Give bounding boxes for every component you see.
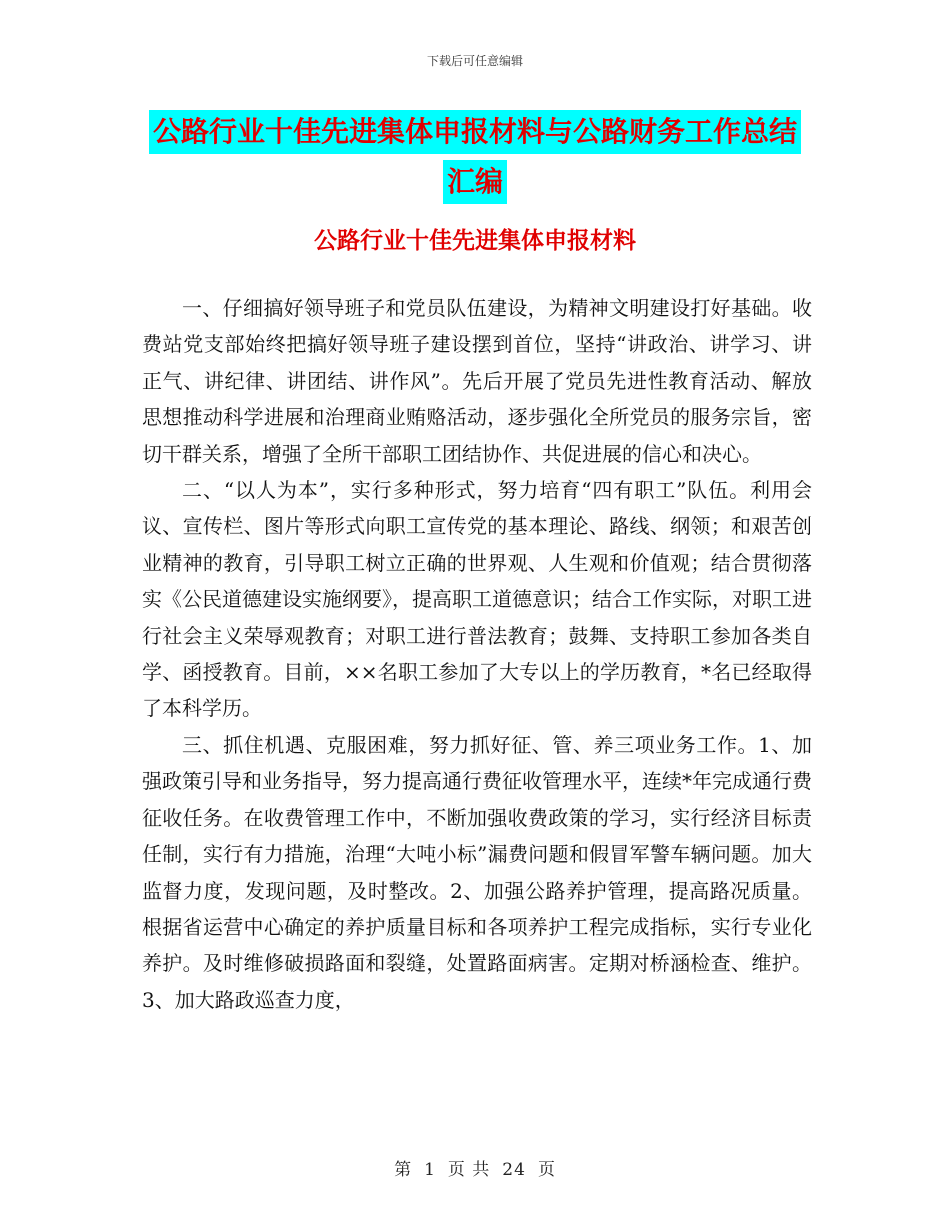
footer-prefix: 第 — [394, 1160, 413, 1180]
page-footer — [0, 1155, 950, 1180]
footer-suffix: 页 — [537, 1160, 556, 1180]
document-title — [0, 110, 950, 204]
title-line-1: 公路行业十佳先进集体申报材料与公路财务工作总结 — [149, 110, 801, 154]
body-text — [142, 290, 812, 1018]
paragraph-2: 二、“以人为本”，实行多种形式，努力培育“四有职工”队伍。利用会议、宣传栏、图片等形式向职工宣传党的基本理论、路线、纲领；和艰苦创业精神的教育，引导职工树立正确的世界观、人生观和价值观；结合贯彻落实《公民道德建设实施纲要》，提高职工道德意识；结合工作实际，对职工进行社会主义荣辱观教育；对职工进行普法教育；鼓舞、支持职工参加各类自学、函授教育。目前，××名职工参加了大专以上的学历教育，*名已经取得了本科学历。 — [142, 478, 812, 721]
footer-page-number: 1 — [424, 1160, 436, 1180]
header-note: 下载后可任意编辑 — [426, 54, 523, 68]
paragraph-3: 三、抓住机遇、克服困难，努力抓好征、管、养三项业务工作。1、加强政策引导和业务指导，努力提高通行费征收管理水平，连续*年完成通行费征收任务。在收费管理工作中，不断加强收费政策的学习，实行经济目标责任制，实行有力措施，治理“大吨小标”漏费问题和假冒军警车辆问题。加大监督力度，发现问题，及时整改。2、加强公路养护管理，提高路况质量。根据省运营中心确定的养护质量目标和各项养护工程完成指标，实行专业化养护。及时维修破损路面和裂缝，处置路面病害。定期对桥涵检查、维护。3、加大路政巡查力度， — [142, 732, 812, 1012]
footer-total-pages: 24 — [502, 1160, 526, 1180]
section-subtitle: 公路行业十佳先进集体申报材料 — [314, 228, 636, 254]
paragraph-1: 一、仔细搞好领导班子和党员队伍建设，为精神文明建设打好基础。收费站党支部始终把搞好领导班子建设摆到首位，坚持“讲政治、讲学习、讲正气、讲纪律、讲团结、讲作风”。先后开展了党员先进性教育活动、解放思想推动科学进展和治理商业贿赂活动，逐步强化全所党员的服务宗旨，密切干群关系，增强了全所干部职工团结协作、共促进展的信心和决心。 — [142, 296, 812, 466]
footer-middle: 页 共 — [447, 1160, 491, 1180]
title-line-2: 汇编 — [443, 160, 507, 204]
